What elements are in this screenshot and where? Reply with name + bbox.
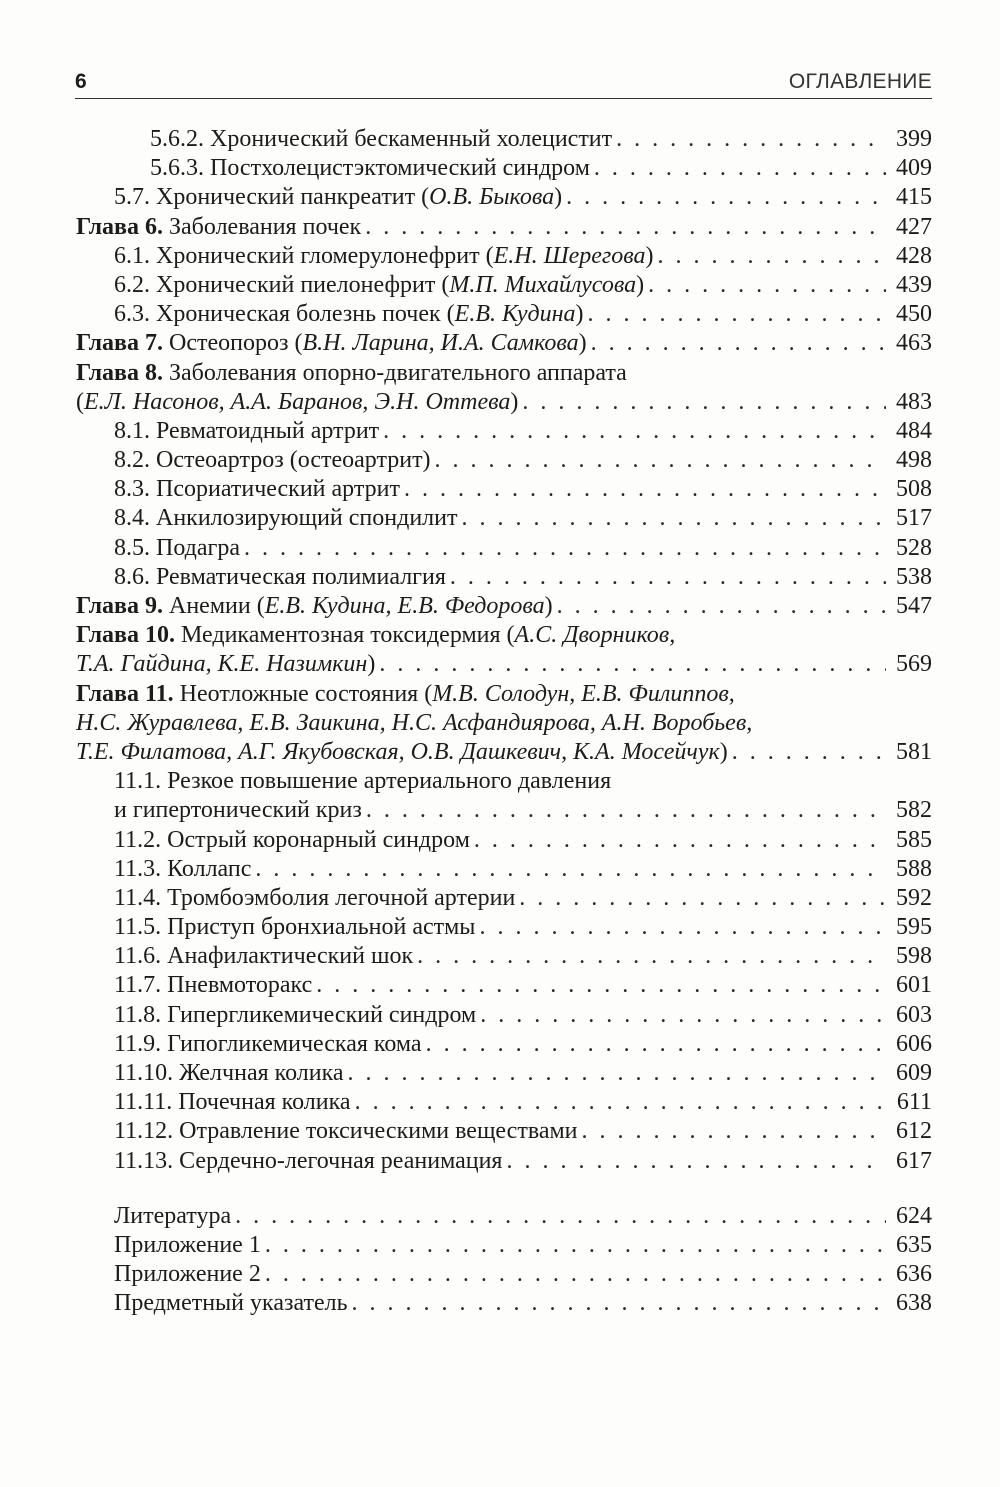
toc-entry-label: 8.6. Ревматическая полимиалгия [114,563,446,590]
dot-leader [506,1147,886,1176]
toc-entry-page: 582 [896,797,932,824]
toc-entry-page: 601 [896,972,932,999]
toc-entry-author: Т.А. Гайдина, К.Е. Назимкин [76,651,368,678]
chapter-number: Глава 8. [76,359,163,386]
toc-entry-label: 11.1. Резкое повышение артериального давления [114,768,612,795]
toc-entry-page: 463 [896,330,932,357]
toc-entry-label: Приложение 2 [114,1261,261,1288]
toc-entry-page: 484 [896,417,932,444]
toc-entry[interactable] [76,154,932,183]
toc-entry-page: 624 [896,1202,932,1229]
toc-backmatter[interactable] [76,1289,932,1318]
page-header [75,66,932,99]
toc-entry-label: 11.10. Желчная колика [114,1060,344,1086]
toc-entry-page: 609 [896,1060,932,1086]
toc-entry-page: 585 [896,826,932,853]
dot-leader [480,1001,886,1030]
toc-entry[interactable] [76,884,932,913]
toc-entry-page: 439 [896,271,932,298]
toc-entry-continuation[interactable] [76,796,932,825]
dot-leader [588,300,886,329]
toc-entry-label: Т.А. Гайдина, К.Е. Назимкин) [76,651,376,678]
table-of-contents [76,125,932,1319]
dot-leader [265,1260,886,1289]
toc-entry-author: Е.Л. Насонов, А.А. Баранов, Э.Н. Оттева [84,388,511,415]
toc-entry-page: 611 [896,1089,932,1116]
dot-leader [383,417,886,446]
toc-entry-page: 538 [896,563,932,590]
toc-entry-label: 8.4. Анкилозирующий спондилит [114,505,458,532]
toc-entry-page: 508 [896,476,932,503]
toc-chapter-continuation[interactable] [76,738,932,767]
toc-entry-label: 5.6.3. Постхолецистэктомический синдром [150,155,590,182]
toc-entry-label: 6.2. Хронический пиелонефрит (М.П. Михайлусова) [114,271,645,298]
toc-entry-label: Т.Е. Филатова, А.Г. Якубовская, О.В. Дашкевич, К.А. Мосейчук) [76,738,728,765]
toc-entry[interactable] [76,183,932,212]
toc-backmatter[interactable] [76,1231,932,1260]
toc-entry-author: О.В. Быкова [429,184,555,211]
toc-entry[interactable] [76,475,932,504]
toc-entry-page: 409 [896,155,932,182]
dot-leader [474,826,886,855]
toc-entry[interactable] [76,271,932,300]
toc-entry-author: М.П. Михайлусова [449,271,637,298]
toc-entry-page: 450 [896,301,932,328]
toc-entry[interactable] [76,242,932,271]
toc-entry-page: 612 [896,1118,932,1145]
dot-leader [522,388,886,417]
toc-entry[interactable] [76,563,932,592]
toc-entry-label: Глава 8. Заболевания опорно-двигательного аппарата [76,359,627,386]
toc-entry-author: М.В. Солодун, Е.В. Филиппов, [432,680,735,707]
toc-entry-label: 11.4. Тромбоэмболия легочной артерии [114,884,516,911]
dot-leader [365,213,886,242]
toc-entry-label: Глава 9. Анемии (Е.В. Кудина, Е.В. Федорова) [76,593,553,619]
toc-entry-page: 528 [896,534,932,561]
toc-entry-label: 11.13. Сердечно-легочная реанимация [114,1147,503,1174]
toc-entry-label: Приложение 1 [114,1231,261,1258]
toc-entry[interactable] [76,971,932,1000]
section-gap [76,1176,932,1202]
toc-entry-page: 598 [896,943,932,970]
toc-entry[interactable] [76,1117,932,1146]
dot-leader [582,1117,886,1146]
toc-backmatter[interactable] [76,1202,932,1231]
toc-entry-label: Глава 6. Заболевания почек [76,213,362,240]
toc-entry[interactable] [76,1088,932,1117]
toc-entry-page: 606 [896,1030,932,1057]
toc-entry-page: 547 [896,593,932,619]
toc-entry-label: 8.2. Остеоартроз (остеоартрит) [114,447,431,474]
toc-entry[interactable] [76,125,932,154]
toc-entry-page: 638 [896,1290,932,1317]
dot-leader [417,942,886,971]
toc-entry-label: Глава 11. Неотложные состояния (М.В. Солодун, Е.В. Филиппов, [76,680,735,707]
toc-chapter[interactable] [76,213,932,242]
toc-entry-author: Е.Н. Шерегова [493,242,646,269]
toc-entry[interactable] [76,826,932,855]
dot-leader [435,446,886,475]
toc-entry-author: А.С. Дворников, [514,622,676,649]
toc-entry-label: 5.7. Хронический панкреатит (О.В. Быкова) [114,184,563,211]
toc-entry-label: 8.5. Подагра [114,534,240,561]
dot-leader [616,125,886,154]
dot-leader [566,183,886,212]
toc-entry-page: 635 [896,1231,932,1258]
toc-entry-label: 11.2. Острый коронарный синдром [114,826,470,853]
toc-entry[interactable] [76,1059,932,1088]
toc-entry-author: Т.Е. Филатова, А.Г. Якубовская, О.В. Дашкевич, К.А. Мосейчук [76,738,720,765]
toc-entry-page: 427 [896,213,932,240]
toc-chapter-continuation[interactable] [76,650,932,679]
chapter-number: Глава 7. [76,330,163,357]
toc-entry[interactable] [76,913,932,942]
toc-entry[interactable] [76,1001,932,1030]
toc-entry-page: 592 [896,884,932,911]
chapter-number: Глава 10. [76,622,175,649]
chapter-number: Глава 6. [76,213,163,240]
toc-entry-label: (Е.Л. Насонов, А.А. Баранов, Э.Н. Оттева) [76,388,519,415]
dot-leader [426,1030,886,1059]
toc-entry[interactable] [76,855,932,884]
dot-leader [519,884,886,913]
toc-entry-page: 483 [896,388,932,415]
toc-entry-page: 399 [896,126,932,152]
dot-leader [255,855,886,884]
toc-entry-page: 415 [896,184,932,211]
dot-leader [461,504,886,533]
toc-entry-label: 11.7. Пневмоторакс [114,972,313,999]
dot-leader [265,1231,886,1260]
toc-entry-author: Н.С. Журавлева, Е.В. Заикина, Н.С. Асфандиярова, А.Н. Воробьев, [76,709,753,736]
toc-entry-label: Предметный указатель [114,1290,348,1317]
toc-entry[interactable] [76,504,932,533]
toc-entry-label: Глава 7. Остеопороз (В.Н. Ларина, И.А. Самкова) [76,330,587,357]
toc-chapter[interactable] [76,680,932,709]
dot-leader [316,971,886,1000]
chapter-number: Глава 9. [76,593,163,619]
toc-entry-page: 603 [896,1001,932,1028]
toc-entry[interactable] [76,1147,932,1176]
toc-entry[interactable] [76,767,932,796]
toc-entry-author: Е.В. Кудина, Е.В. Федорова [264,593,545,619]
toc-chapter-continuation[interactable] [76,388,932,417]
dot-leader [379,650,886,679]
toc-entry-label: 6.3. Хроническая болезнь почек (Е.В. Кудина) [114,301,584,328]
toc-entry-page: 581 [896,738,932,765]
toc-entry-page: 588 [896,855,932,882]
dot-leader [450,563,886,592]
toc-entry-label: Литература [114,1202,232,1229]
toc-entry[interactable] [76,300,932,329]
dot-leader [732,738,886,767]
toc-entry-page: 517 [896,505,932,532]
toc-chapter[interactable] [76,359,932,388]
toc-entry-author: Е.В. Кудина [454,301,576,328]
toc-entry-label: 6.1. Хронический гломерулонефрит (Е.Н. Шерегова) [114,242,654,269]
toc-entry-label: Глава 10. Медикаментозная токсидермия (А.С. Дворников, [76,622,676,649]
toc-entry[interactable] [76,942,932,971]
toc-entry-label: 8.3. Псориатический артрит [114,476,400,503]
chapter-number: Глава 11. [76,680,174,707]
toc-backmatter[interactable] [76,1260,932,1289]
dot-leader [352,1289,886,1318]
toc-entry-label: 11.6. Анафилактический шок [114,943,414,970]
toc-entry-label: 11.3. Коллапс [114,855,252,882]
toc-entry-page: 428 [896,242,932,269]
running-title: ОГЛАВЛЕНИЕ [788,70,932,93]
toc-entry-label: 5.6.2. Хронический бескаменный холецистит [150,126,613,152]
toc-chapter-continuation[interactable] [76,709,932,738]
toc-chapter[interactable] [76,329,932,358]
toc-entry-label: 8.1. Ревматоидный артрит [114,417,380,444]
toc-entry-label: 11.12. Отравление токсическими веществами [114,1118,578,1145]
toc-entry-label: и гипертонический криз [114,797,362,824]
toc-entry-page: 636 [896,1261,932,1288]
dot-leader [235,1202,886,1231]
toc-entry[interactable] [76,417,932,446]
dot-leader [479,913,886,942]
toc-chapter[interactable] [76,592,932,621]
toc-entry-page: 617 [896,1147,932,1174]
toc-entry-label: 11.11. Почечная колика [114,1089,351,1116]
dot-leader [648,271,886,300]
dot-leader [355,1088,886,1117]
dot-leader [366,796,886,825]
toc-entry[interactable] [76,1030,932,1059]
toc-entry-page: 595 [896,914,932,941]
toc-entry-author: В.Н. Ларина, И.А. Самкова [302,330,579,357]
dot-leader [591,329,886,358]
dot-leader [244,534,886,563]
toc-entry-label: 11.5. Приступ бронхиальной астмы [114,914,476,941]
toc-chapter[interactable] [76,621,932,650]
page-number: 6 [75,70,87,93]
dot-leader [348,1059,886,1088]
dot-leader [557,592,886,621]
dot-leader [594,154,886,183]
toc-entry-label: 11.8. Гипергликемический синдром [114,1001,477,1028]
dot-leader [404,475,886,504]
toc-entry-page: 569 [896,651,932,678]
toc-entry[interactable] [76,534,932,563]
toc-entry-page: 498 [896,447,932,474]
dot-leader [658,242,886,271]
toc-entry-label: 11.9. Гипогликемическая кома [114,1030,422,1057]
toc-entry[interactable] [76,446,932,475]
